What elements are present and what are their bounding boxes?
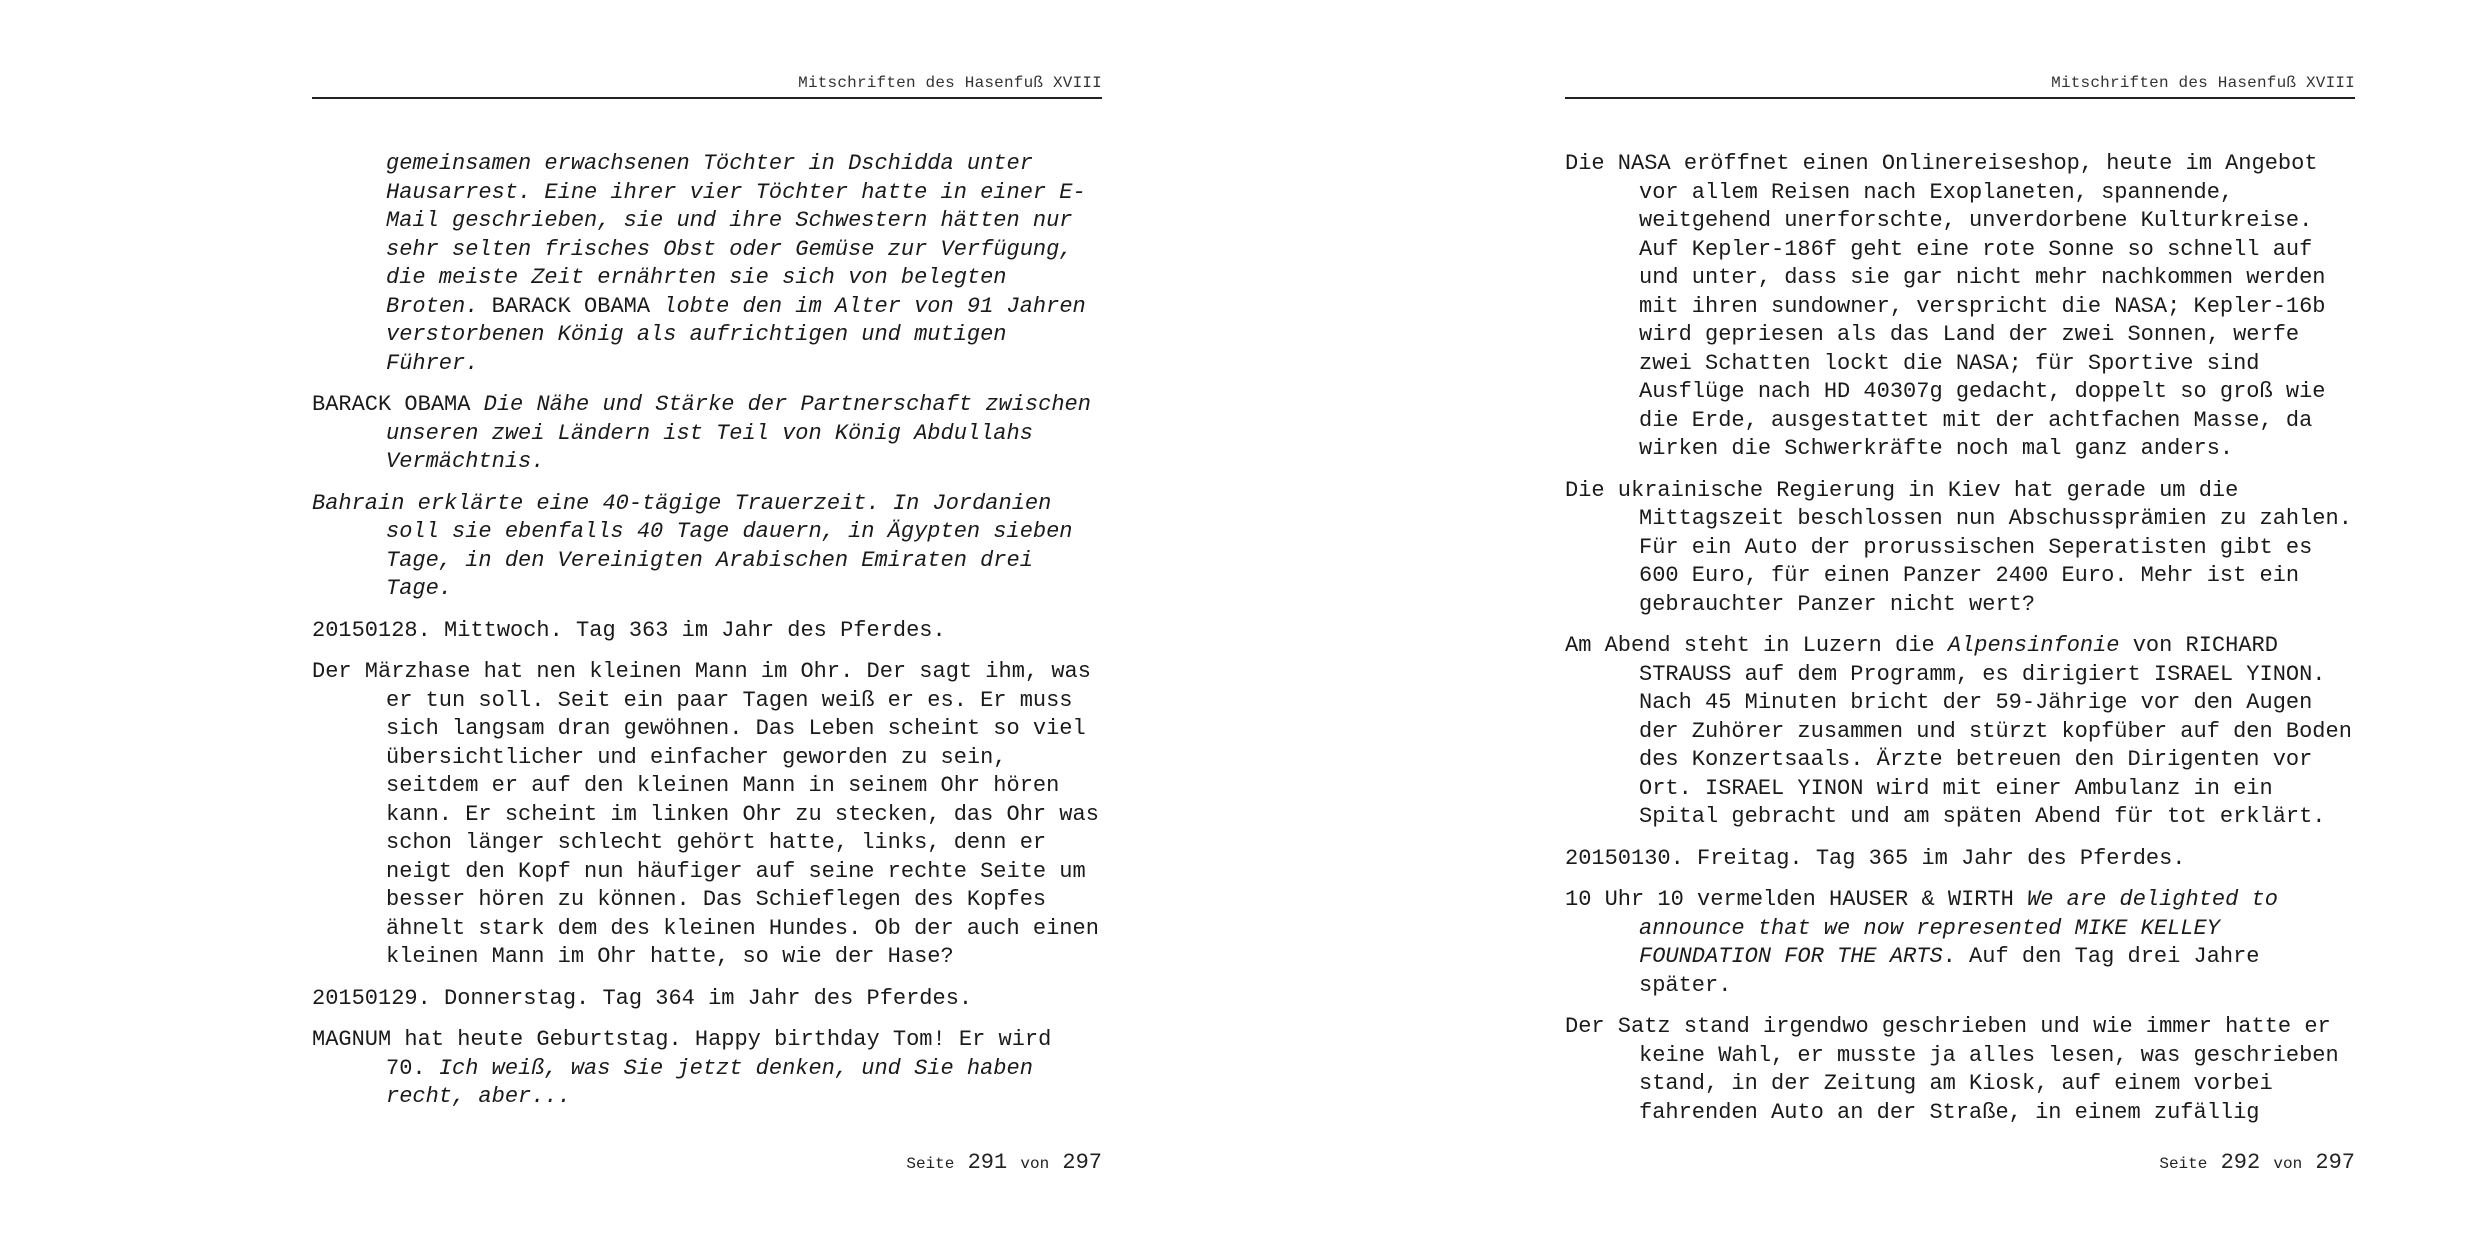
paragraph xyxy=(1565,150,2355,464)
paragraph xyxy=(312,658,1102,972)
text-run: Die ukrainische Regierung in Kiev hat gerade um die Mittagszeit beschlossen nun Abschussprämien zu zahlen. Für ein Auto der prorussischen Seperatisten gibt es 600 Euro, für einen Panzer 2400 Euro. Mehr ist ein gebrauchter Panzer nicht wert? xyxy=(1565,477,2352,617)
footer-seite-label: Seite xyxy=(906,1155,955,1173)
text-run: von RICHARD STRAUSS auf dem Programm, es dirigiert ISRAEL YINON. Nach 45 Minuten bricht der 59-Jährige vor den Augen der Zuhörer zusammen und stürzt kopfüber auf den Boden des Konzertsaals. Ärzte betreuen den Dirigenten vor Ort. ISRAEL YINON wird mit einer Ambulanz in ein Spital gebracht und am späten Abend für tot erklärt. xyxy=(1639,633,2352,829)
italic-text-run: Alpensinfonie xyxy=(1947,633,2120,658)
page-total: 297 xyxy=(1062,1150,1102,1175)
paragraph xyxy=(1565,886,2355,1000)
text-run: MAGNUM hat heute Geburtstag. Happy birthday Tom! Er wird 70. xyxy=(312,1027,1052,1081)
page-total: 297 xyxy=(2315,1150,2355,1175)
page-number: 292 xyxy=(2220,1150,2261,1175)
running-header: Mitschriften des Hasenfuß XVIII xyxy=(1565,74,2355,99)
text-run: Am Abend steht in Luzern die xyxy=(1565,633,1948,658)
footer-seite-label: Seite xyxy=(2159,1155,2208,1173)
italic-text-run: gemeinsamen erwachsenen Töchter in Dschidda unter Hausarrest. Eine ihrer vier Töchter hatte in einer E-Mail geschrieben, sie und ihre Schwestern hätten nur sehr selten frisches Obst oder Gemüse zur Verfügung, die meiste Zeit ernährten sie sich von belegten Broten. xyxy=(386,151,1086,319)
paragraph xyxy=(1565,477,2355,620)
page-footer xyxy=(906,1150,1102,1175)
paragraph xyxy=(1565,1013,2355,1127)
paragraph xyxy=(312,985,1102,1014)
text-run: Der Märzhase hat nen kleinen Mann im Ohr. Der sagt ihm, was er tun soll. Seit ein paar Tagen weiß er es. Er muss sich langsam dran gewöhnen. Das Leben scheint so viel übersichtlicher und einfacher geworden zu sein, seitdem er auf den kleinen Mann in seinem Ohr hören kann. Er scheint im linken Ohr zu stecken, das Ohr was schon länger schlecht gehört hatte, links, denn er neigt den Kopf nun häufiger auf seine rechte Seite um besser hören zu können. Das Schieflegen des Kopfes ähnelt stark dem des kleinen Hundes. Ob der auch einen kleinen Mann im Ohr hatte, so wie der Hase? xyxy=(312,659,1099,969)
paragraph xyxy=(1565,845,2355,874)
paragraph xyxy=(312,490,1102,604)
footer-von-label: von xyxy=(1020,1155,1050,1173)
page-number: 291 xyxy=(967,1150,1008,1175)
footer-von-label: von xyxy=(2273,1155,2303,1173)
paragraph xyxy=(1565,632,2355,832)
italic-text-run: lobte den im Alter von 91 Jahren verstorbenen König als aufrichtigen und mutigen Führer. xyxy=(386,293,1086,376)
left-page xyxy=(312,0,1102,1240)
page-body xyxy=(1565,150,2355,1140)
text-run: 10 Uhr 10 vermelden HAUSER & WIRTH xyxy=(1565,887,2028,912)
page-footer xyxy=(2159,1150,2355,1175)
text-run: . Auf den Tag drei Jahre später. xyxy=(1639,944,2260,998)
text-run: BARACK OBAMA xyxy=(491,293,664,319)
paragraph xyxy=(312,617,1102,646)
paragraph xyxy=(312,391,1102,477)
italic-text-run: Ich weiß, was Sie jetzt denken, und Sie haben recht, aber... xyxy=(386,1055,1033,1109)
running-header: Mitschriften des Hasenfuß XVIII xyxy=(312,74,1102,99)
right-page xyxy=(1565,0,2355,1240)
text-run: 20150130. Freitag. Tag 365 im Jahr des Pferdes. xyxy=(1565,845,2186,871)
italic-text-run: We are delighted to announce that we now represented MIKE KELLEY FOUNDATION FOR THE ARTS xyxy=(1639,887,2278,969)
paragraph xyxy=(312,150,1102,378)
text-run: 20150129. Donnerstag. Tag 364 im Jahr des Pferdes. xyxy=(312,985,973,1011)
paragraph xyxy=(312,1026,1102,1112)
text-run: Der Satz stand irgendwo geschrieben und wie immer hatte er keine Wahl, er musste ja alles lesen, was geschrieben stand, in der Zeitung am Kiosk, auf einem vorbei fahrenden Auto an der Straße, in einem zufällig xyxy=(1565,1014,2339,1125)
italic-text-run: Bahrain erklärte eine 40-tägige Trauerzeit. In Jordanien soll sie ebenfalls 40 Tage dauern, in Ägypten sieben Tage, in den Vereinigten Arabischen Emiraten drei Tage. xyxy=(312,490,1073,601)
italic-text-run: Die Nähe und Stärke der Partnerschaft zwischen unseren zwei Ländern ist Teil von König Abdullahs Vermächtnis. xyxy=(386,392,1091,474)
text-run: BARACK OBAMA xyxy=(312,392,484,417)
page-body xyxy=(312,150,1102,1125)
text-run: Die NASA eröffnet einen Onlinereiseshop, heute im Angebot vor allem Reisen nach Exoplaneten, spannende, weitgehend unerforschte, unverdorbene Kulturkreise. Auf Kepler-186f geht eine rote Sonne so schnell auf und unter, dass sie gar nicht mehr nachkommen werden mit ihren sundowner, verspricht die NASA; Kepler-16b wird gepriesen als das Land der zwei Sonnen, werfe zwei Schatten lockt die NASA; für Sportive sind Ausflüge nach HD 40307g gedacht, doppelt so groß wie die Erde, ausgestattet mit der achtfachen Masse, da wirken die Schwerkräfte noch mal ganz anders. xyxy=(1565,151,2326,461)
text-run: 20150128. Mittwoch. Tag 363 im Jahr des Pferdes. xyxy=(312,617,946,643)
